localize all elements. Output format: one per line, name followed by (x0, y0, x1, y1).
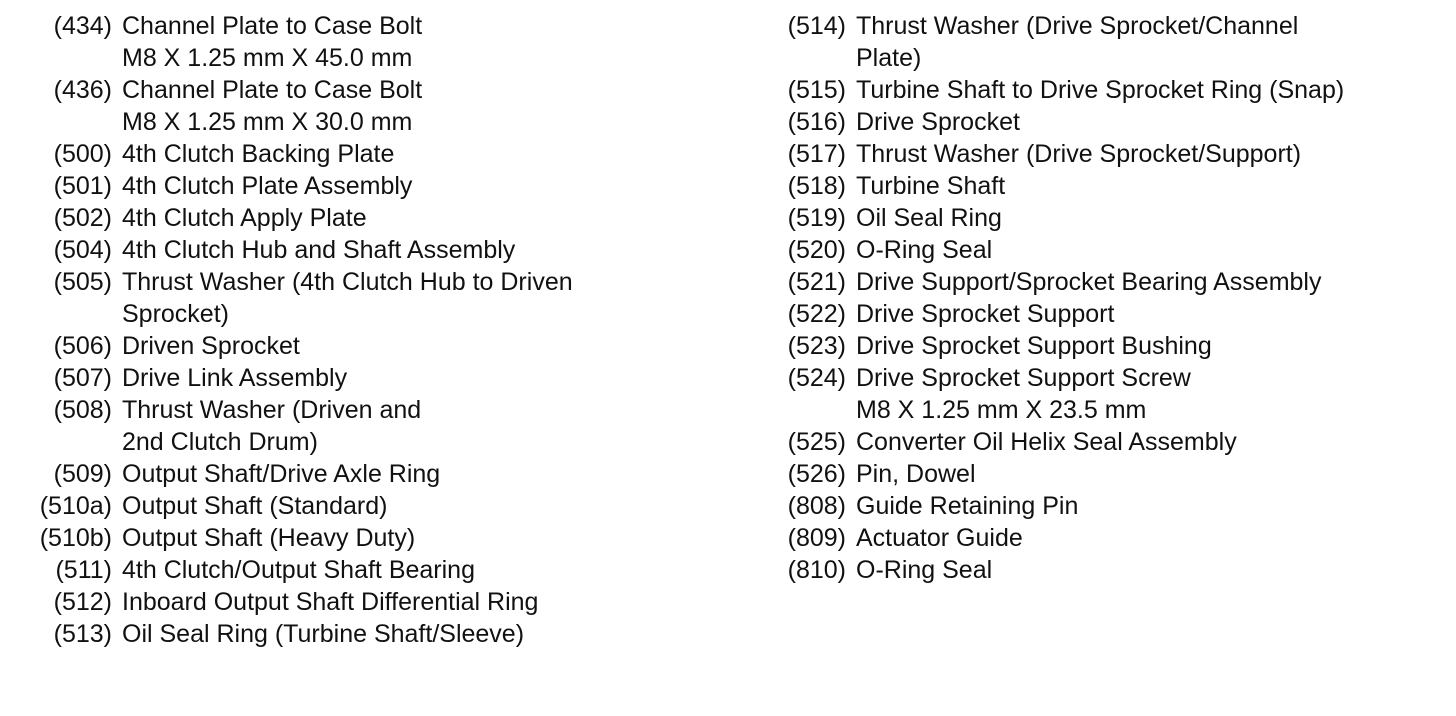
description-line: 4th Clutch Backing Plate (122, 140, 395, 168)
part-description (856, 202, 1450, 234)
description-line: Thrust Washer (Drive Sprocket/Support) (856, 140, 1302, 168)
part-number: (502) (53, 204, 112, 232)
description-line: Drive Sprocket Support (856, 300, 1115, 328)
part-description (122, 586, 740, 618)
part-description (856, 522, 1450, 554)
part-description (122, 618, 740, 650)
description-line: M8 X 1.25 mm X 23.5 mm (856, 396, 1147, 424)
legend-entry (0, 490, 740, 522)
legend-entry (760, 10, 1450, 74)
part-number: (509) (53, 460, 112, 488)
legend-entry (760, 522, 1450, 554)
description-line: Plate) (856, 44, 922, 72)
part-description (856, 554, 1450, 586)
part-description (856, 138, 1450, 170)
part-number: (521) (787, 268, 846, 296)
part-description (122, 330, 740, 362)
legend-entry (760, 554, 1450, 586)
legend-entry (0, 266, 740, 330)
part-description (856, 234, 1450, 266)
description-line: 4th Clutch Apply Plate (122, 204, 367, 232)
description-line: Driven Sprocket (122, 332, 300, 360)
legend-entry (760, 298, 1450, 330)
part-description (122, 202, 740, 234)
part-number: (522) (787, 300, 846, 328)
part-number: (501) (53, 172, 112, 200)
part-number: (510b) (39, 524, 112, 552)
part-description (122, 554, 740, 586)
legend-entry (0, 522, 740, 554)
part-description (122, 490, 740, 522)
description-line: Drive Support/Sprocket Bearing Assembly (856, 268, 1322, 296)
part-number: (809) (787, 524, 846, 552)
part-number: (434) (53, 12, 112, 40)
part-number: (526) (787, 460, 846, 488)
description-line: Guide Retaining Pin (856, 492, 1079, 520)
legend-entry (760, 106, 1450, 138)
part-number: (506) (53, 332, 112, 360)
description-line: Thrust Washer (4th Clutch Hub to Driven (122, 268, 573, 296)
description-line: Pin, Dowel (856, 460, 976, 488)
description-line: Output Shaft (Heavy Duty) (122, 524, 416, 552)
description-line: Drive Sprocket Support Bushing (856, 332, 1212, 360)
part-description (122, 74, 740, 138)
description-line: Turbine Shaft to Drive Sprocket Ring (Snap) (856, 76, 1345, 104)
description-line: 4th Clutch Plate Assembly (122, 172, 413, 200)
description-line: Thrust Washer (Drive Sprocket/Channel (856, 12, 1299, 40)
description-line: Output Shaft/Drive Axle Ring (122, 460, 441, 488)
description-line: Oil Seal Ring (Turbine Shaft/Sleeve) (122, 620, 525, 648)
part-description (122, 266, 740, 330)
description-line: Oil Seal Ring (856, 204, 1002, 232)
legend-entry (0, 202, 740, 234)
part-description (856, 458, 1450, 490)
part-number: (515) (787, 76, 846, 104)
part-description (122, 458, 740, 490)
legend-entry (760, 138, 1450, 170)
part-number: (510a) (39, 492, 112, 520)
legend-entry (760, 170, 1450, 202)
description-line: Drive Sprocket (856, 108, 1020, 136)
part-number: (517) (787, 140, 846, 168)
description-line: Channel Plate to Case Bolt (122, 12, 423, 40)
part-description (122, 138, 740, 170)
description-line: 4th Clutch/Output Shaft Bearing (122, 556, 475, 584)
part-description (856, 490, 1450, 522)
description-line: O-Ring Seal (856, 556, 993, 584)
legend-entry (0, 618, 740, 650)
part-number: (512) (53, 588, 112, 616)
description-line: Converter Oil Helix Seal Assembly (856, 428, 1237, 456)
legend-entry (0, 74, 740, 138)
part-number: (808) (787, 492, 846, 520)
part-description (856, 362, 1450, 426)
part-number: (525) (787, 428, 846, 456)
part-description (856, 266, 1450, 298)
part-description (122, 522, 740, 554)
legend-entry (0, 170, 740, 202)
legend-entry (760, 330, 1450, 362)
part-number: (523) (787, 332, 846, 360)
description-line: Sprocket) (122, 300, 229, 328)
description-line: Output Shaft (Standard) (122, 492, 388, 520)
part-number: (519) (787, 204, 846, 232)
description-line: Drive Sprocket Support Screw (856, 364, 1191, 392)
part-number: (511) (55, 556, 112, 584)
legend-entry (760, 266, 1450, 298)
legend-entry (760, 202, 1450, 234)
part-number: (513) (53, 620, 112, 648)
legend-left-column (0, 10, 740, 650)
part-number: (518) (787, 172, 846, 200)
part-description (856, 106, 1450, 138)
part-number: (505) (53, 268, 112, 296)
legend-entry (760, 234, 1450, 266)
part-description (856, 330, 1450, 362)
part-number: (524) (787, 364, 846, 392)
description-line: M8 X 1.25 mm X 45.0 mm (122, 44, 413, 72)
legend-entry (0, 10, 740, 74)
legend-entry (760, 426, 1450, 458)
legend-entry (0, 554, 740, 586)
legend-entry (0, 586, 740, 618)
part-description (856, 74, 1450, 106)
legend-entry (0, 234, 740, 266)
part-description (856, 10, 1450, 74)
description-line: Turbine Shaft (856, 172, 1006, 200)
description-line: Channel Plate to Case Bolt (122, 76, 423, 104)
legend-entry (760, 490, 1450, 522)
description-line: 4th Clutch Hub and Shaft Assembly (122, 236, 516, 264)
legend-entry (0, 138, 740, 170)
legend-entry (0, 330, 740, 362)
part-number: (508) (53, 396, 112, 424)
part-number: (504) (53, 236, 112, 264)
legend-entry (760, 74, 1450, 106)
legend-entry (0, 362, 740, 394)
legend-right-column (760, 10, 1450, 586)
description-line: M8 X 1.25 mm X 30.0 mm (122, 108, 413, 136)
part-number: (514) (787, 12, 846, 40)
legend-entry (0, 394, 740, 458)
description-line: O-Ring Seal (856, 236, 993, 264)
part-description (122, 362, 740, 394)
legend-entry (0, 458, 740, 490)
description-line: Actuator Guide (856, 524, 1023, 552)
part-number: (520) (787, 236, 846, 264)
part-number: (436) (53, 76, 112, 104)
part-description (122, 170, 740, 202)
part-description (122, 10, 740, 74)
part-description (122, 234, 740, 266)
legend-entry (760, 362, 1450, 426)
part-description (122, 394, 740, 458)
part-number: (500) (53, 140, 112, 168)
part-description (856, 426, 1450, 458)
part-number: (516) (787, 108, 846, 136)
part-description (856, 170, 1450, 202)
part-description (856, 298, 1450, 330)
description-line: Inboard Output Shaft Differential Ring (122, 588, 539, 616)
description-line: Thrust Washer (Driven and (122, 396, 422, 424)
description-line: Drive Link Assembly (122, 364, 348, 392)
description-line: 2nd Clutch Drum) (122, 428, 318, 456)
part-number: (810) (787, 556, 846, 584)
legend-entry (760, 458, 1450, 490)
part-number: (507) (53, 364, 112, 392)
